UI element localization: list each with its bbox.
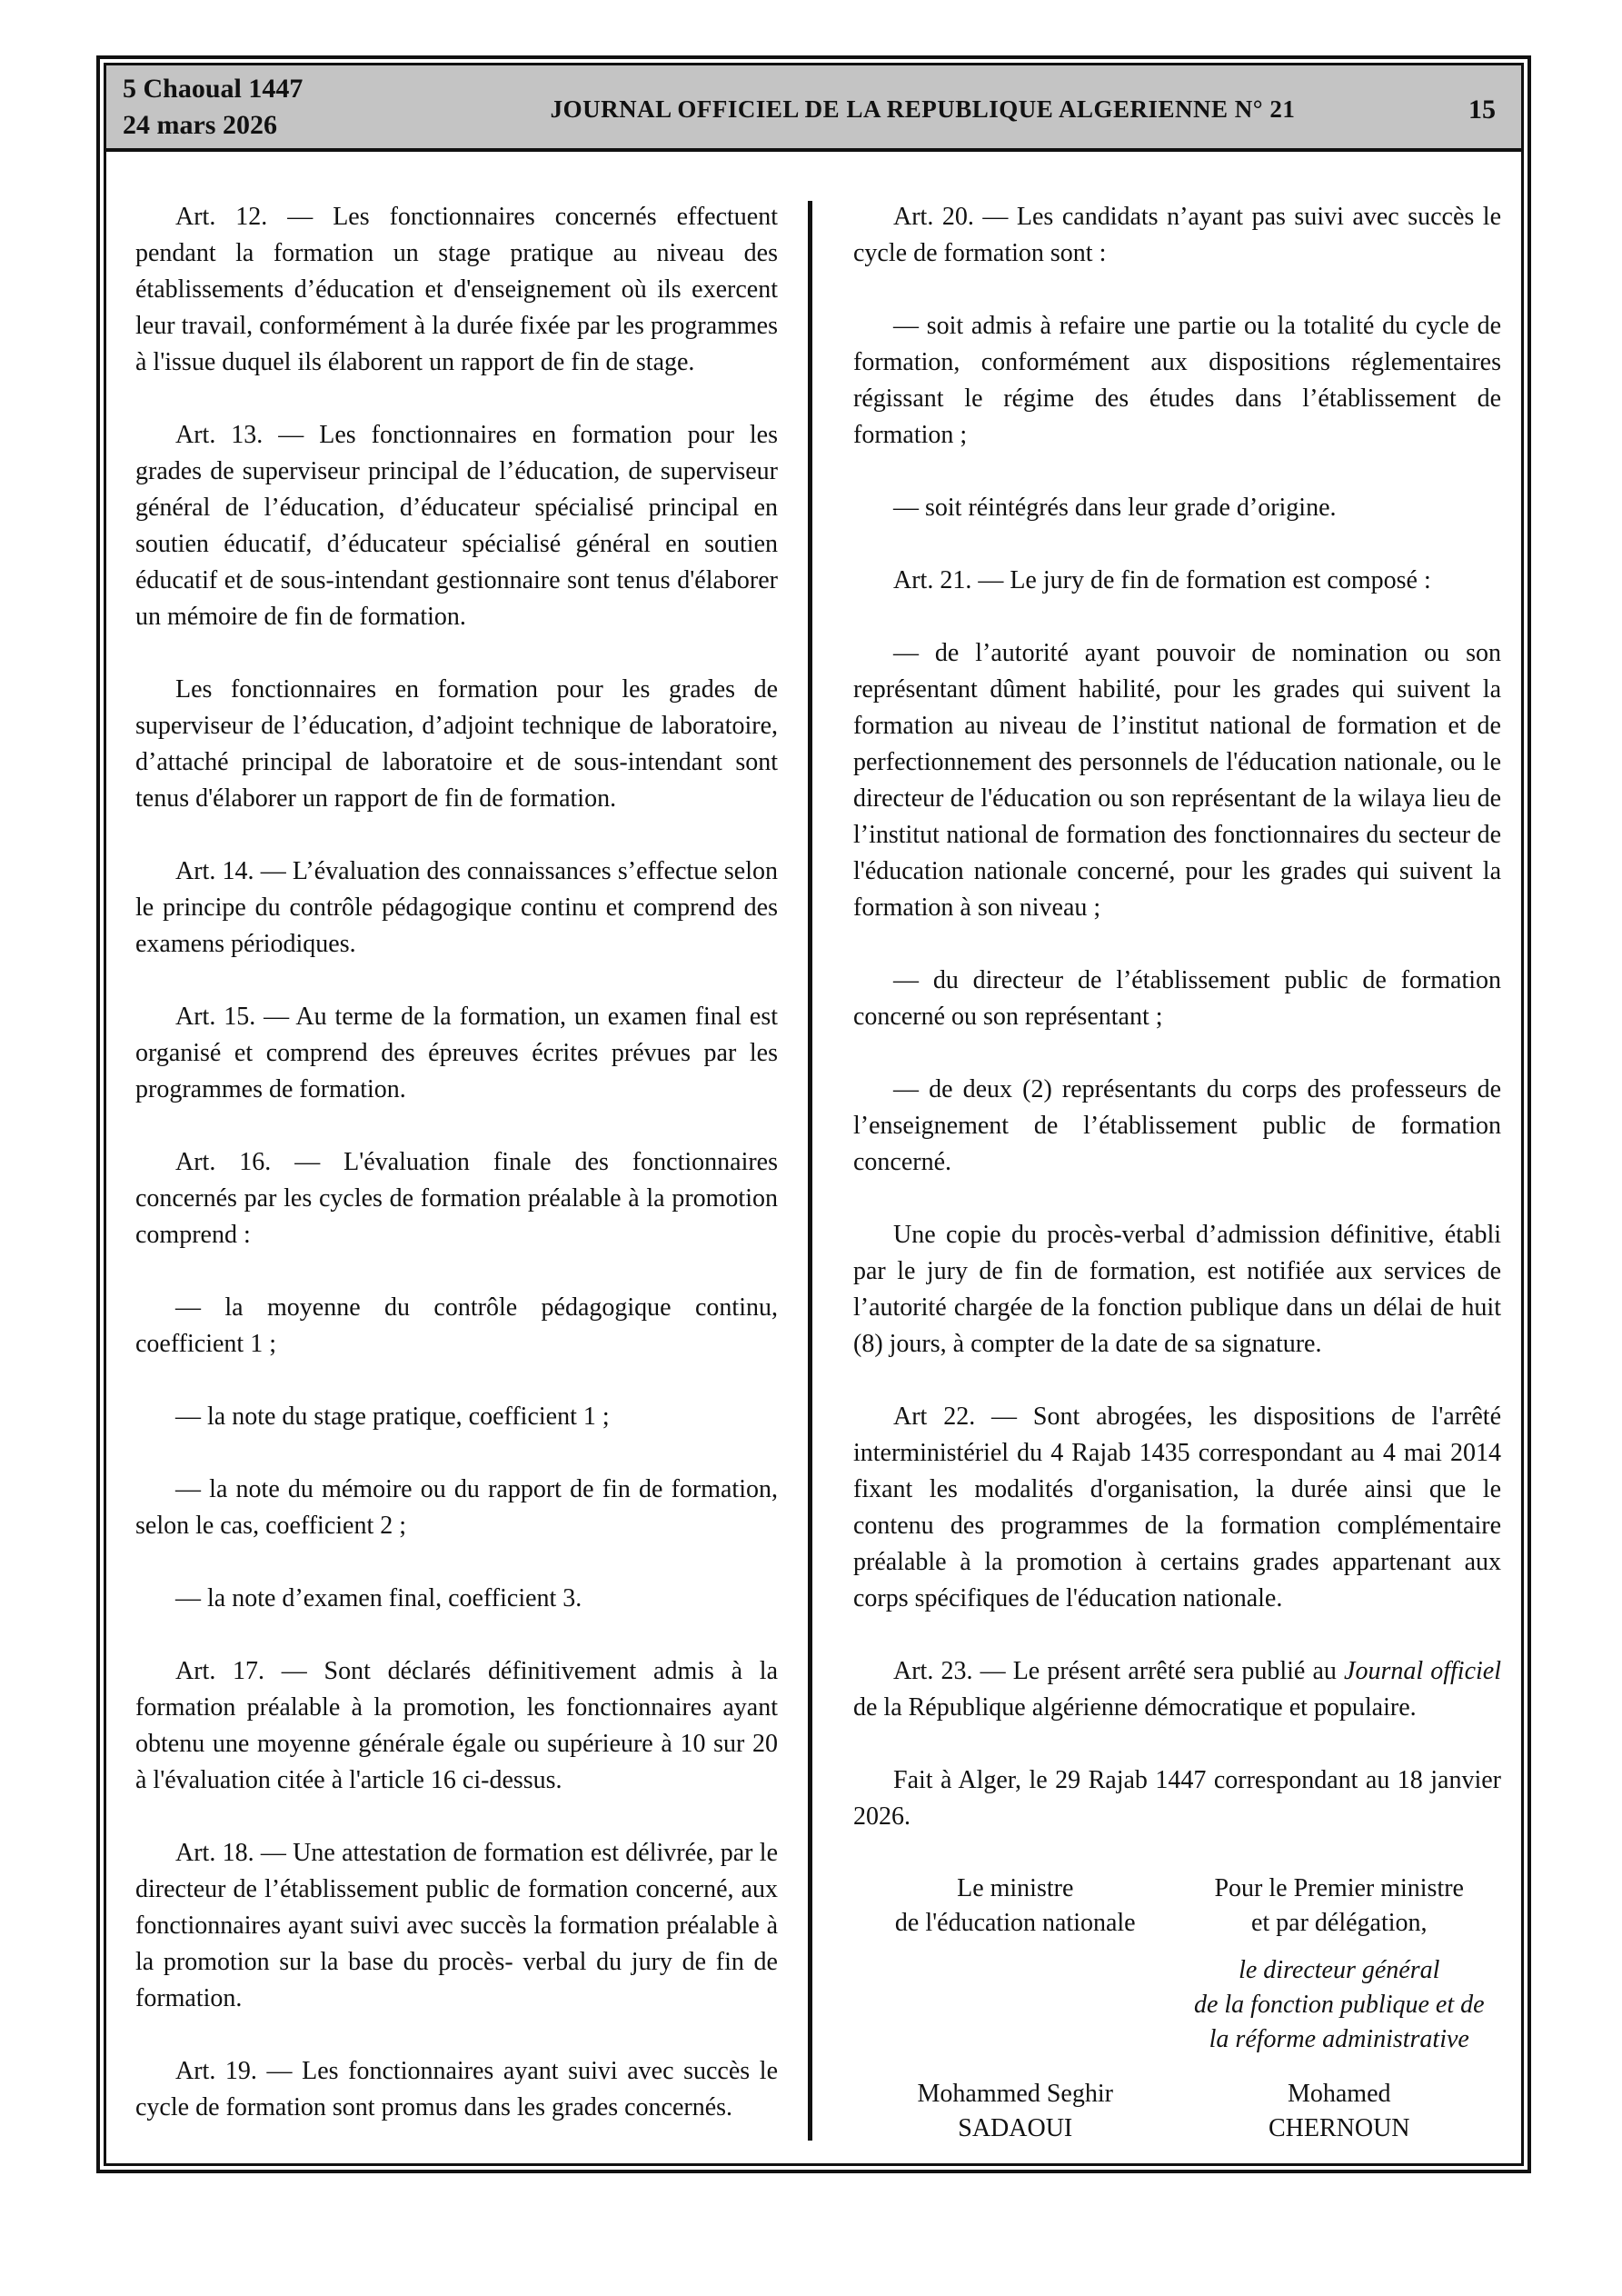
minister-name-line1: Mohammed Seghir — [917, 2080, 1113, 2108]
left-column — [135, 199, 778, 2163]
article-19: Art. 19. — Les fonctionnaires ayant suivi avec succès le cycle de formation sont promus dans les grades concernés. — [135, 2057, 778, 2121]
column-divider — [808, 201, 812, 2141]
paragraph-copie-proces-verbal: Une copie du procès-verbal d’admission définitive, établi par le jury de fin de formation, est notifiée aux services de l’autorité chargée de la fonction publique dans un délai de huit (8) jours, à compter de la date de sa signature. — [853, 1221, 1501, 1358]
article-15: Art. 15. — Au terme de la formation, un examen final est organisé et comprend des épreuves écrites prévues par les programmes de formation. — [135, 1003, 778, 1103]
page-inner-frame — [104, 63, 1524, 2166]
bullet-soit-admis: — soit admis à refaire une partie ou la totalité du cycle de formation, conformément aux dispositions réglementaires régissant le régime des études dans l’établissement de formation ; — [853, 312, 1501, 449]
article-23 — [853, 1653, 1501, 1726]
bullet-soit-reintegres: — soit réintégrés dans leur grade d’origine. — [893, 494, 1337, 522]
right-column — [853, 199, 1501, 2163]
gazette-header — [106, 65, 1521, 152]
bullet-autorite-nomination: — de l’autorité ayant pouvoir de nomination ou son représentant dûment habilité, pour les grades qui suivent la formation au niveau de l’institut national de formation et de perfectionnement des personnels de l'éducation nationale, ou le directeur de l'éducation ou son représentant de la wilaya lieu de l’institut national de formation des fonctionnaires du secteur de l'éducation nationale concerné, pour les grades qui suivent la formation à son niveau ; — [853, 639, 1501, 922]
page-content — [106, 152, 1521, 2163]
article-22: Art 22. — Sont abrogées, les dispositions de l'arrêté interministériel du 4 Rajab 1435 correspondant au 4 mai 2014 fixant les modalités d'organisation, la durée ainsi que le contenu des programmes de la formation complémentaire préalable à la promotion à certains grades appartenant aux corps spécifiques de l'éducation nationale. — [853, 1403, 1501, 1612]
article-21: Art. 21. — Le jury de fin de formation est composé : — [893, 566, 1431, 594]
article-23-text: Art. 23. — Le présent arrêté sera publié au — [893, 1657, 1345, 1685]
delegate-name-line2: CHERNOUN — [1268, 2114, 1410, 2142]
article-13: Art. 13. — Les fonctionnaires en formation pour les grades de superviseur principal de l’éducation, de superviseur général de l’éducation, d’éducateur spécialisé principal en soutien éducatif, d’éducateur spécialisé général en soutien éducatif et de sous-intendant gestionnaire sont tenus d'élaborer un mémoire de fin de formation. — [135, 421, 778, 631]
premier-role-line1: Pour le Premier ministre — [1214, 1874, 1464, 1902]
bullet-moyenne-controle: — la moyenne du contrôle pédagogique continu, coefficient 1 ; — [135, 1293, 778, 1358]
header-dates — [123, 71, 423, 144]
delegate-title-line2: de la fonction publique et de — [1193, 1991, 1485, 2019]
delegate-title-line1: le directeur général — [1239, 1956, 1440, 1984]
signature-delegate-row — [853, 1953, 1501, 2057]
signature-names-row — [853, 2077, 1501, 2146]
article-18: Art. 18. — Une attestation de formation est délivrée, par le directeur de l’établissement public de formation concerné, aux fonctionnaires ayant suivi avec succès la formation préalable à la promotion sur la base du procès- verbal du jury de fin de formation. — [135, 1839, 778, 2012]
minister-role-line2: de l'éducation nationale — [894, 1909, 1136, 1937]
minister-role-line1: Le ministre — [957, 1874, 1074, 1902]
premier-delegation-role — [1178, 1872, 1502, 1941]
bullet-deux-representants: — de deux (2) représentants du corps des professeurs de l’enseignement de l’établissement public de formation concerné. — [853, 1075, 1501, 1176]
article-14: Art. 14. — L’évaluation des connaissances s’effectue selon le principe du contrôle pédagogique continu et comprend des examens périodiques. — [135, 857, 778, 958]
delegate-spacer — [853, 1953, 1178, 2057]
minister-name-line2: SADAOUI — [958, 2114, 1073, 2142]
article-20: Art. 20. — Les candidats n’ayant pas suivi avec succès le cycle de formation sont : — [853, 203, 1501, 267]
delegate-name-line1: Mohamed — [1287, 2080, 1391, 2108]
delegate-name — [1178, 2077, 1502, 2146]
signature-roles-row — [853, 1872, 1501, 1941]
page-number: 15 — [1468, 94, 1496, 125]
minister-role — [853, 1872, 1178, 1941]
article-13-continuation: Les fonctionnaires en formation pour les grades de superviseur de l’éducation, d’adjoint technique de laboratoire, d’attaché principal de laboratoire et de sous-intendant sont tenus d'élaborer un rapport de fin de formation. — [135, 675, 778, 813]
bullet-directeur-etablissement: — du directeur de l’établissement public de formation concerné ou son représentant ; — [853, 966, 1501, 1031]
date-gregorian: 24 mars 2026 — [123, 109, 277, 140]
journal-officiel-italic: Journal officiel — [1344, 1657, 1501, 1685]
minister-name — [853, 2077, 1178, 2146]
article-16: Art. 16. — L'évaluation finale des fonctionnaires concernés par les cycles de formation préalable à la promotion comprend : — [135, 1148, 778, 1249]
journal-title: JOURNAL OFFICIEL DE LA REPUBLIQUE ALGERIENNE N° 21 — [550, 95, 1296, 123]
page-frame — [96, 55, 1531, 2173]
delegate-title — [1178, 1953, 1502, 2057]
premier-role-line2: et par délégation, — [1250, 1909, 1428, 1937]
article-17: Art. 17. — Sont déclarés définitivement admis à la formation préalable à la promotion, les fonctionnaires ayant obtenu une moyenne générale égale ou supérieure à 10 sur 20 à l'évaluation citée à l'article 16 ci-dessus. — [135, 1657, 778, 1794]
closing-fait-a-alger: Fait à Alger, le 29 Rajab 1447 correspondant au 18 janvier 2026. — [853, 1766, 1501, 1831]
article-23-text-end: de la République algérienne démocratique et populaire. — [853, 1693, 1417, 1722]
bullet-note-stage: — la note du stage pratique, coefficient 1 ; — [175, 1403, 610, 1431]
article-12: Art. 12. — Les fonctionnaires concernés effectuent pendant la formation un stage pratique au niveau des établissements d’éducation et d'enseignement où ils exercent leur travail, conformément à la durée fixée par les programmes à l'issue duquel ils élaborent un rapport de fin de stage. — [135, 203, 778, 376]
date-hijri: 5 Chaoual 1447 — [123, 73, 304, 104]
delegate-title-line3: la réforme administrative — [1209, 2025, 1469, 2053]
bullet-note-memoire: — la note du mémoire ou du rapport de fin de formation, selon le cas, coefficient 2 ; — [135, 1475, 778, 1540]
bullet-note-examen: — la note d’examen final, coefficient 3. — [175, 1584, 582, 1612]
